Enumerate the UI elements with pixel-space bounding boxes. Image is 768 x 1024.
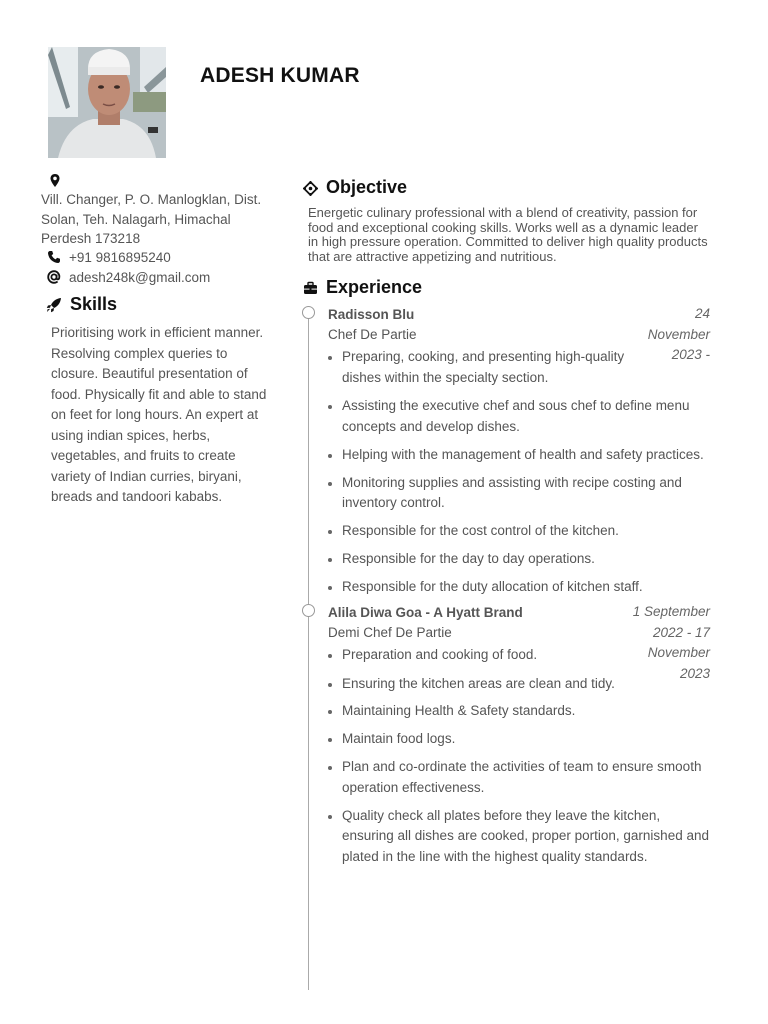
- job-role: Chef De Partie: [328, 327, 417, 342]
- at-sign-icon: [46, 269, 62, 285]
- objective-heading-label: Objective: [326, 177, 408, 197]
- list-item: Responsible for the cost control of the kitchen.: [328, 521, 713, 542]
- objective-description: Energetic culinary professional with a blend of creativity, passion for food and exceptional cooking skills. Works well as a dynamic leader in high pressure operation. Committed to deliver high quality products that are attractive appetizing and nutritious.: [308, 205, 708, 264]
- list-item: Preparation and cooking of food.: [328, 645, 628, 666]
- job-company: Radisson Blu: [328, 307, 415, 322]
- briefcase-icon: [303, 280, 318, 295]
- email-address[interactable]: adesh248k@gmail.com: [69, 269, 211, 285]
- list-item: Preparing, cooking, and presenting high-quality dishes within the specialty section.: [328, 347, 628, 388]
- list-item: Monitoring supplies and assisting with recipe costing and inventory control.: [328, 473, 713, 514]
- list-item: Maintaining Health & Safety standards.: [328, 701, 713, 722]
- phone-number[interactable]: +91 9816895240: [69, 249, 171, 265]
- skills-description: Prioritising work in efficient manner. Resolving complex queries to closure. Beautiful presentation of food. Physically fit and able to stand on feet for long hours. An expert at using indian spices, herbs, vegetables, and fruits to create variety of Indian curries, biryani, breads and tandoori kababs.: [51, 325, 267, 504]
- list-item: Quality check all plates before they leave the kitchen, ensuring all dishes are cooked, proper portion, garnished and plated in the line with the highest quality standards.: [328, 806, 713, 868]
- list-item: Maintain food logs.: [328, 729, 713, 750]
- crosshair-icon: [303, 180, 318, 195]
- email-row: [46, 268, 210, 286]
- skills-heading: [46, 294, 117, 315]
- map-pin-icon: [48, 173, 62, 189]
- timeline-line: [308, 313, 309, 990]
- experience-heading-label: Experience: [326, 277, 423, 297]
- skills-heading-label: Skills: [70, 294, 118, 314]
- candidate-name: ADESH KUMAR: [200, 64, 360, 87]
- phone-row: [46, 248, 171, 266]
- list-item: Responsible for the duty allocation of kitchen staff.: [328, 577, 713, 598]
- job-company: Alila Diwa Goa - A Hyatt Brand: [328, 605, 523, 620]
- job-date: 24 November 2023 -: [647, 306, 710, 362]
- phone-icon: [46, 249, 62, 265]
- job-role: Demi Chef De Partie: [328, 625, 452, 640]
- list-item: Responsible for the day to day operations.: [328, 549, 713, 570]
- rocket-icon: [46, 297, 62, 313]
- list-item: Helping with the management of health and safety practices.: [328, 445, 713, 466]
- objective-heading: [303, 177, 407, 198]
- job-duties-list: [328, 701, 713, 867]
- address: Vill. Changer, P. O. Manlogklan, Dist. Solan, Teh. Nalagarh, Himachal Perdesh 173218: [41, 192, 262, 246]
- timeline-dot: [302, 604, 315, 617]
- experience-heading: [303, 277, 422, 298]
- list-item: Assisting the executive chef and sous chef to define menu concepts and develop dishes.: [328, 396, 713, 437]
- job-duties-list: [328, 645, 628, 694]
- job-date: 1 September 2022 - 17 November 2023: [632, 604, 710, 681]
- list-item: Ensuring the kitchen areas are clean and tidy.: [328, 674, 628, 695]
- list-item: Plan and co-ordinate the activities of team to ensure smooth operation effectiveness.: [328, 757, 713, 798]
- timeline-dot: [302, 306, 315, 319]
- job-duties-list: [328, 396, 713, 598]
- profile-photo: [48, 47, 166, 158]
- job-duties-list: [328, 347, 628, 388]
